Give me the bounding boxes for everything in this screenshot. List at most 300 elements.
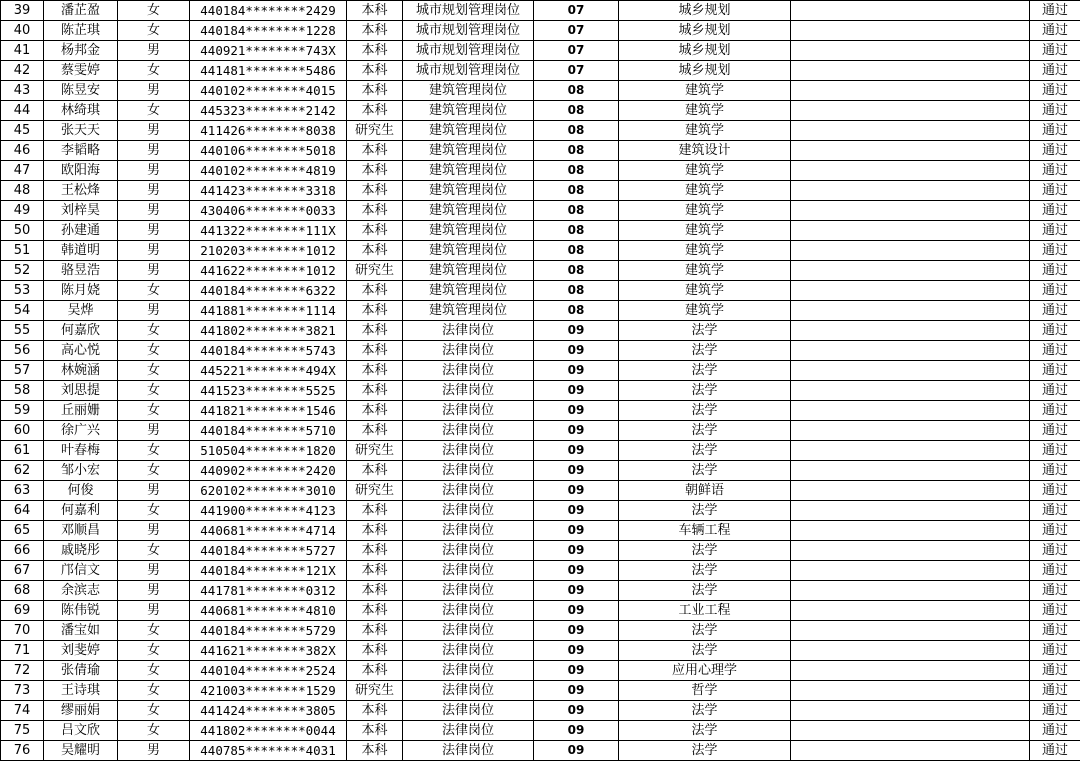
cell-education: 研究生 [347, 441, 403, 461]
cell-position-code: 08 [534, 81, 619, 101]
cell-position-code: 08 [534, 161, 619, 181]
cell-name: 邝信文 [44, 561, 118, 581]
cell-education: 本科 [347, 1, 403, 21]
cell-position: 建筑管理岗位 [403, 281, 534, 301]
cell-major: 建筑学 [619, 101, 791, 121]
cell-remarks [791, 521, 1030, 541]
cell-id-number: 440102********4819 [190, 161, 347, 181]
cell-result: 通过 [1030, 241, 1080, 261]
cell-name: 戚晓彤 [44, 541, 118, 561]
cell-position-code: 08 [534, 301, 619, 321]
cell-position-code: 07 [534, 41, 619, 61]
cell-name: 叶春梅 [44, 441, 118, 461]
cell-result: 通过 [1030, 221, 1080, 241]
cell-gender: 男 [118, 601, 190, 621]
cell-major: 法学 [619, 561, 791, 581]
cell-major: 建筑学 [619, 301, 791, 321]
cell-name: 刘斐婷 [44, 641, 118, 661]
cell-major: 法学 [619, 541, 791, 561]
table-row [1, 141, 1080, 161]
cell-position-code: 09 [534, 381, 619, 401]
cell-id-number: 210203********1012 [190, 241, 347, 261]
cell-remarks [791, 681, 1030, 701]
cell-position: 法律岗位 [403, 681, 534, 701]
cell-education: 本科 [347, 421, 403, 441]
cell-position: 建筑管理岗位 [403, 301, 534, 321]
cell-result: 通过 [1030, 541, 1080, 561]
cell-major: 建筑学 [619, 281, 791, 301]
cell-position: 法律岗位 [403, 601, 534, 621]
cell-row-number: 66 [1, 541, 44, 561]
cell-position-code: 08 [534, 121, 619, 141]
cell-remarks [791, 361, 1030, 381]
cell-remarks [791, 721, 1030, 741]
cell-remarks [791, 421, 1030, 441]
cell-name: 林绮琪 [44, 101, 118, 121]
cell-id-number: 441621********382X [190, 641, 347, 661]
cell-major: 建筑学 [619, 161, 791, 181]
cell-position-code: 08 [534, 141, 619, 161]
cell-education: 本科 [347, 221, 403, 241]
table-row [1, 241, 1080, 261]
cell-id-number: 441322********111X [190, 221, 347, 241]
cell-position-code: 09 [534, 421, 619, 441]
cell-remarks [791, 181, 1030, 201]
cell-gender: 男 [118, 261, 190, 281]
cell-position-code: 09 [534, 541, 619, 561]
cell-result: 通过 [1030, 721, 1080, 741]
cell-result: 通过 [1030, 741, 1080, 761]
cell-education: 本科 [347, 301, 403, 321]
cell-result: 通过 [1030, 281, 1080, 301]
cell-row-number: 43 [1, 81, 44, 101]
cell-remarks [791, 81, 1030, 101]
cell-row-number: 51 [1, 241, 44, 261]
cell-name: 李韬略 [44, 141, 118, 161]
cell-position: 建筑管理岗位 [403, 181, 534, 201]
cell-position-code: 07 [534, 61, 619, 81]
cell-position-code: 09 [534, 701, 619, 721]
cell-result: 通过 [1030, 81, 1080, 101]
cell-row-number: 68 [1, 581, 44, 601]
cell-remarks [791, 601, 1030, 621]
cell-gender: 女 [118, 1, 190, 21]
cell-position: 法律岗位 [403, 741, 534, 761]
cell-result: 通过 [1030, 161, 1080, 181]
cell-result: 通过 [1030, 181, 1080, 201]
cell-id-number: 440902********2420 [190, 461, 347, 481]
cell-name: 潘宝如 [44, 621, 118, 641]
cell-position-code: 08 [534, 241, 619, 261]
cell-result: 通过 [1030, 421, 1080, 441]
cell-name: 徐广兴 [44, 421, 118, 441]
cell-row-number: 60 [1, 421, 44, 441]
cell-result: 通过 [1030, 141, 1080, 161]
cell-result: 通过 [1030, 501, 1080, 521]
cell-gender: 男 [118, 241, 190, 261]
cell-position-code: 09 [534, 561, 619, 581]
cell-education: 本科 [347, 641, 403, 661]
table-row [1, 721, 1080, 741]
table-row [1, 221, 1080, 241]
cell-position: 法律岗位 [403, 641, 534, 661]
cell-remarks [791, 381, 1030, 401]
cell-name: 邓顺昌 [44, 521, 118, 541]
cell-remarks [791, 541, 1030, 561]
cell-major: 法学 [619, 401, 791, 421]
cell-id-number: 440681********4714 [190, 521, 347, 541]
cell-position-code: 08 [534, 101, 619, 121]
cell-row-number: 39 [1, 1, 44, 21]
cell-gender: 女 [118, 321, 190, 341]
cell-major: 哲学 [619, 681, 791, 701]
cell-row-number: 61 [1, 441, 44, 461]
cell-id-number: 441900********4123 [190, 501, 347, 521]
cell-gender: 男 [118, 561, 190, 581]
cell-education: 本科 [347, 321, 403, 341]
cell-position-code: 09 [534, 721, 619, 741]
cell-education: 本科 [347, 241, 403, 261]
table-row [1, 561, 1080, 581]
cell-education: 本科 [347, 281, 403, 301]
cell-name: 陈芷琪 [44, 21, 118, 41]
cell-result: 通过 [1030, 401, 1080, 421]
cell-gender: 女 [118, 721, 190, 741]
cell-education: 本科 [347, 461, 403, 481]
cell-row-number: 49 [1, 201, 44, 221]
cell-id-number: 441802********3821 [190, 321, 347, 341]
cell-education: 本科 [347, 501, 403, 521]
table-row [1, 261, 1080, 281]
cell-gender: 男 [118, 741, 190, 761]
cell-id-number: 440184********6322 [190, 281, 347, 301]
cell-result: 通过 [1030, 641, 1080, 661]
cell-result: 通过 [1030, 481, 1080, 501]
table-row [1, 101, 1080, 121]
cell-major: 建筑学 [619, 81, 791, 101]
cell-remarks [791, 641, 1030, 661]
cell-id-number: 445323********2142 [190, 101, 347, 121]
cell-education: 本科 [347, 661, 403, 681]
cell-position: 建筑管理岗位 [403, 261, 534, 281]
cell-result: 通过 [1030, 601, 1080, 621]
cell-education: 本科 [347, 361, 403, 381]
cell-name: 韩道明 [44, 241, 118, 261]
cell-remarks [791, 441, 1030, 461]
cell-row-number: 40 [1, 21, 44, 41]
cell-id-number: 441423********3318 [190, 181, 347, 201]
cell-remarks [791, 561, 1030, 581]
cell-result: 通过 [1030, 21, 1080, 41]
table-row [1, 181, 1080, 201]
cell-position-code: 08 [534, 181, 619, 201]
cell-name: 陈昱安 [44, 81, 118, 101]
cell-result: 通过 [1030, 261, 1080, 281]
cell-position-code: 07 [534, 1, 619, 21]
cell-position: 法律岗位 [403, 541, 534, 561]
cell-position: 建筑管理岗位 [403, 121, 534, 141]
cell-major: 建筑学 [619, 261, 791, 281]
cell-education: 研究生 [347, 261, 403, 281]
cell-id-number: 440184********1228 [190, 21, 347, 41]
cell-education: 本科 [347, 21, 403, 41]
cell-name: 缪丽娟 [44, 701, 118, 721]
cell-education: 本科 [347, 61, 403, 81]
cell-major: 法学 [619, 321, 791, 341]
cell-position-code: 08 [534, 201, 619, 221]
cell-education: 本科 [347, 521, 403, 541]
table-row [1, 581, 1080, 601]
cell-position-code: 08 [534, 221, 619, 241]
cell-name: 孙建通 [44, 221, 118, 241]
cell-id-number: 445221********494X [190, 361, 347, 381]
cell-name: 王松烽 [44, 181, 118, 201]
cell-gender: 女 [118, 641, 190, 661]
cell-position: 城市规划管理岗位 [403, 21, 534, 41]
cell-result: 通过 [1030, 121, 1080, 141]
cell-id-number: 440785********4031 [190, 741, 347, 761]
cell-major: 城乡规划 [619, 41, 791, 61]
cell-major: 法学 [619, 361, 791, 381]
cell-position: 建筑管理岗位 [403, 241, 534, 261]
cell-gender: 男 [118, 221, 190, 241]
table-row [1, 741, 1080, 761]
cell-education: 本科 [347, 621, 403, 641]
cell-row-number: 55 [1, 321, 44, 341]
cell-name: 何嘉利 [44, 501, 118, 521]
cell-position: 法律岗位 [403, 341, 534, 361]
cell-major: 法学 [619, 421, 791, 441]
table-row [1, 341, 1080, 361]
cell-major: 建筑设计 [619, 141, 791, 161]
cell-gender: 女 [118, 61, 190, 81]
table-row [1, 61, 1080, 81]
cell-result: 通过 [1030, 381, 1080, 401]
cell-result: 通过 [1030, 61, 1080, 81]
cell-education: 本科 [347, 561, 403, 581]
cell-result: 通过 [1030, 441, 1080, 461]
cell-id-number: 440921********743X [190, 41, 347, 61]
cell-gender: 女 [118, 21, 190, 41]
cell-id-number: 510504********1820 [190, 441, 347, 461]
cell-row-number: 53 [1, 281, 44, 301]
cell-position-code: 09 [534, 521, 619, 541]
cell-major: 法学 [619, 461, 791, 481]
table-row [1, 401, 1080, 421]
cell-row-number: 69 [1, 601, 44, 621]
cell-remarks [791, 1, 1030, 21]
table-row [1, 161, 1080, 181]
cell-remarks [791, 261, 1030, 281]
table-row [1, 621, 1080, 641]
cell-remarks [791, 101, 1030, 121]
cell-major: 工业工程 [619, 601, 791, 621]
table-row [1, 1, 1080, 21]
cell-education: 本科 [347, 581, 403, 601]
cell-result: 通过 [1030, 201, 1080, 221]
cell-result: 通过 [1030, 361, 1080, 381]
cell-name: 陈伟锐 [44, 601, 118, 621]
cell-gender: 男 [118, 181, 190, 201]
cell-position-code: 09 [534, 341, 619, 361]
cell-id-number: 440184********2429 [190, 1, 347, 21]
cell-major: 建筑学 [619, 181, 791, 201]
cell-gender: 女 [118, 101, 190, 121]
cell-gender: 男 [118, 41, 190, 61]
cell-major: 法学 [619, 381, 791, 401]
cell-position: 建筑管理岗位 [403, 201, 534, 221]
cell-result: 通过 [1030, 521, 1080, 541]
cell-gender: 男 [118, 161, 190, 181]
table-row [1, 701, 1080, 721]
cell-name: 骆昱浩 [44, 261, 118, 281]
cell-position: 法律岗位 [403, 661, 534, 681]
table-row [1, 601, 1080, 621]
cell-position-code: 09 [534, 401, 619, 421]
cell-major: 车辆工程 [619, 521, 791, 541]
cell-result: 通过 [1030, 101, 1080, 121]
cell-position: 法律岗位 [403, 501, 534, 521]
cell-education: 本科 [347, 381, 403, 401]
cell-id-number: 441481********5486 [190, 61, 347, 81]
cell-id-number: 440184********5729 [190, 621, 347, 641]
cell-major: 法学 [619, 721, 791, 741]
cell-position: 建筑管理岗位 [403, 221, 534, 241]
cell-position-code: 09 [534, 361, 619, 381]
cell-gender: 男 [118, 201, 190, 221]
cell-id-number: 441424********3805 [190, 701, 347, 721]
cell-row-number: 46 [1, 141, 44, 161]
cell-gender: 女 [118, 361, 190, 381]
cell-major: 建筑学 [619, 121, 791, 141]
cell-major: 法学 [619, 341, 791, 361]
cell-position: 城市规划管理岗位 [403, 61, 534, 81]
cell-remarks [791, 121, 1030, 141]
cell-position: 建筑管理岗位 [403, 161, 534, 181]
table-row [1, 121, 1080, 141]
cell-position: 法律岗位 [403, 581, 534, 601]
cell-name: 何俊 [44, 481, 118, 501]
table-row [1, 21, 1080, 41]
table-row [1, 321, 1080, 341]
cell-gender: 女 [118, 701, 190, 721]
cell-result: 通过 [1030, 581, 1080, 601]
cell-position: 城市规划管理岗位 [403, 41, 534, 61]
cell-position: 法律岗位 [403, 321, 534, 341]
cell-position: 法律岗位 [403, 401, 534, 421]
cell-name: 吴烨 [44, 301, 118, 321]
cell-name: 丘丽姗 [44, 401, 118, 421]
cell-row-number: 64 [1, 501, 44, 521]
cell-education: 研究生 [347, 481, 403, 501]
cell-name: 刘思提 [44, 381, 118, 401]
cell-result: 通过 [1030, 461, 1080, 481]
cell-gender: 男 [118, 81, 190, 101]
cell-remarks [791, 161, 1030, 181]
cell-result: 通过 [1030, 41, 1080, 61]
cell-id-number: 440681********4810 [190, 601, 347, 621]
cell-remarks [791, 741, 1030, 761]
cell-position-code: 09 [534, 461, 619, 481]
cell-row-number: 72 [1, 661, 44, 681]
cell-gender: 男 [118, 421, 190, 441]
cell-name: 何嘉欣 [44, 321, 118, 341]
cell-name: 王诗琪 [44, 681, 118, 701]
cell-gender: 女 [118, 281, 190, 301]
cell-id-number: 441821********1546 [190, 401, 347, 421]
cell-name: 蔡雯婷 [44, 61, 118, 81]
cell-major: 法学 [619, 701, 791, 721]
cell-name: 林婉涵 [44, 361, 118, 381]
cell-row-number: 45 [1, 121, 44, 141]
cell-position-code: 09 [534, 681, 619, 701]
table-row [1, 201, 1080, 221]
cell-result: 通过 [1030, 301, 1080, 321]
cell-education: 本科 [347, 181, 403, 201]
table-body [1, 1, 1080, 761]
cell-id-number: 421003********1529 [190, 681, 347, 701]
cell-row-number: 58 [1, 381, 44, 401]
cell-row-number: 73 [1, 681, 44, 701]
cell-position: 法律岗位 [403, 421, 534, 441]
cell-position-code: 09 [534, 741, 619, 761]
cell-name: 陈月娆 [44, 281, 118, 301]
cell-gender: 女 [118, 541, 190, 561]
cell-name: 潘芷盈 [44, 1, 118, 21]
cell-education: 本科 [347, 541, 403, 561]
table-row [1, 281, 1080, 301]
cell-position: 法律岗位 [403, 361, 534, 381]
cell-position-code: 09 [534, 481, 619, 501]
cell-id-number: 441523********5525 [190, 381, 347, 401]
cell-id-number: 440106********5018 [190, 141, 347, 161]
cell-position: 建筑管理岗位 [403, 141, 534, 161]
table-row [1, 461, 1080, 481]
table-row [1, 441, 1080, 461]
cell-remarks [791, 401, 1030, 421]
cell-position-code: 09 [534, 441, 619, 461]
cell-position-code: 08 [534, 281, 619, 301]
cell-remarks [791, 21, 1030, 41]
cell-result: 通过 [1030, 321, 1080, 341]
cell-remarks [791, 321, 1030, 341]
cell-position-code: 09 [534, 321, 619, 341]
cell-education: 本科 [347, 601, 403, 621]
cell-remarks [791, 201, 1030, 221]
cell-remarks [791, 141, 1030, 161]
cell-education: 本科 [347, 101, 403, 121]
cell-row-number: 41 [1, 41, 44, 61]
cell-remarks [791, 61, 1030, 81]
cell-gender: 男 [118, 481, 190, 501]
cell-gender: 男 [118, 581, 190, 601]
cell-position: 法律岗位 [403, 441, 534, 461]
cell-id-number: 441781********0312 [190, 581, 347, 601]
cell-row-number: 48 [1, 181, 44, 201]
cell-remarks [791, 501, 1030, 521]
cell-remarks [791, 701, 1030, 721]
table-row [1, 661, 1080, 681]
cell-major: 法学 [619, 501, 791, 521]
cell-id-number: 620102********3010 [190, 481, 347, 501]
cell-gender: 女 [118, 621, 190, 641]
cell-gender: 男 [118, 141, 190, 161]
cell-position: 法律岗位 [403, 461, 534, 481]
cell-row-number: 54 [1, 301, 44, 321]
cell-remarks [791, 461, 1030, 481]
cell-id-number: 440184********5743 [190, 341, 347, 361]
cell-name: 高心悦 [44, 341, 118, 361]
